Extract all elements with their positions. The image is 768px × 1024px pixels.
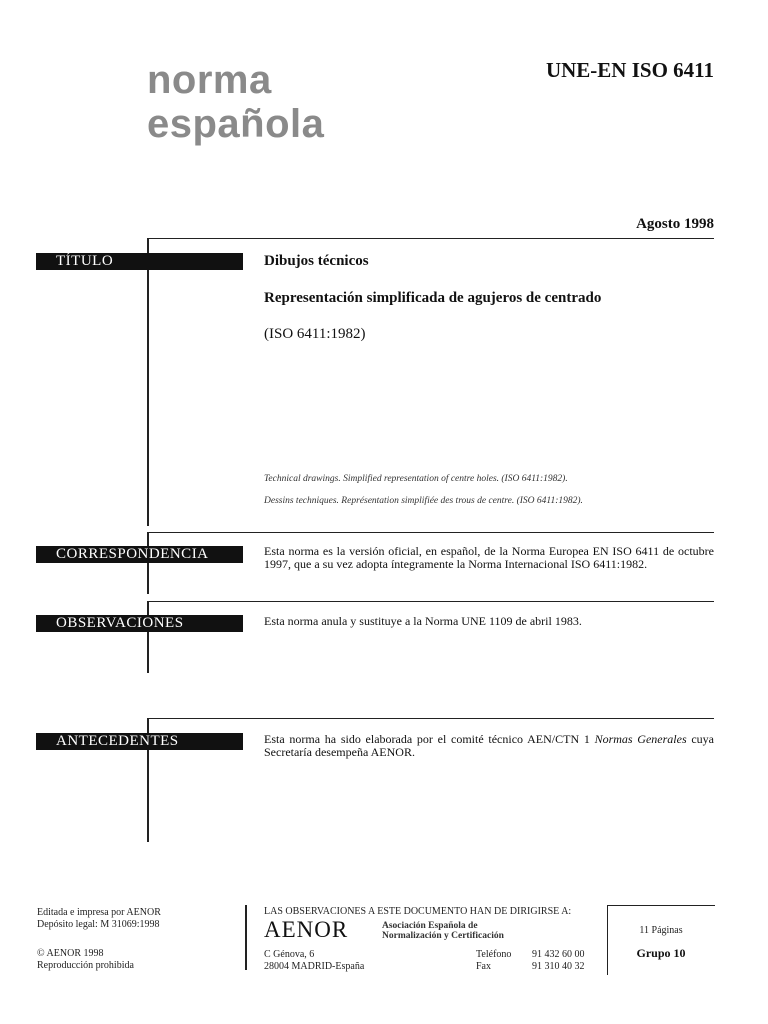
standard-code: UNE-EN ISO 6411 xyxy=(545,58,714,82)
copyright: © AENOR 1998 xyxy=(37,948,104,959)
title-french: Dessins techniques. Représentation simplifiée des trous de centre. (ISO 6411:1982). xyxy=(264,496,583,506)
vertical-rule-titulo xyxy=(147,238,149,526)
section-label-antecedentes: ANTECEDENTES xyxy=(36,733,243,750)
contact-values xyxy=(532,949,585,973)
footer-publisher xyxy=(37,907,161,931)
contact-heading: LAS OBSERVACIONES A ESTE DOCUMENTO HAN DE DIRIGIRSE A: xyxy=(264,906,572,917)
legal-deposit: Depósito legal: M 31069:1998 xyxy=(37,919,160,930)
fax-label: Fax xyxy=(476,961,491,972)
brand-line-1: norma xyxy=(147,58,272,102)
address-street: C Génova, 6 xyxy=(264,949,315,960)
edited-by: Editada e impresa por AENOR xyxy=(37,907,161,918)
antecedentes-text-end: cuya Secretaría desempeña AENOR. xyxy=(264,732,715,759)
divider-correspondencia xyxy=(147,532,714,533)
section-label-titulo: TÍTULO xyxy=(36,253,243,270)
contact-labels xyxy=(476,949,511,973)
brand-line-2: española xyxy=(147,102,325,146)
vertical-rule-correspondencia xyxy=(147,532,149,594)
antecedentes-text-start: Esta norma ha sido elaborada por el comité técnico AEN/CTN 1 xyxy=(264,732,595,746)
document-title: Dibujos técnicos xyxy=(264,253,369,269)
org-address xyxy=(264,949,364,973)
observaciones-text: Esta norma anula y sustituye a la Norma UNE 1109 de abril 1983. xyxy=(264,614,582,628)
phone-number: 91 432 60 00 xyxy=(532,949,585,960)
committee-name: Normas Generales xyxy=(594,732,687,746)
title-english: Technical drawings. Simplified representation of centre holes. (ISO 6411:1982). xyxy=(264,474,568,484)
brand-title xyxy=(147,58,324,146)
footer-divider-left xyxy=(245,905,247,970)
antecedentes-text xyxy=(264,733,714,759)
section-label-observaciones: OBSERVACIONES xyxy=(36,615,243,632)
section-label-correspondencia: CORRESPONDENCIA xyxy=(36,546,243,563)
divider-observaciones xyxy=(147,601,714,602)
divider-titulo xyxy=(147,238,714,239)
publication-date: Agosto 1998 xyxy=(636,216,714,232)
document-subtitle: Representación simplificada de agujeros de centrado xyxy=(264,290,602,306)
footer-copyright xyxy=(37,948,134,972)
org-name-line-1: Asociación Española de xyxy=(382,921,478,931)
org-name xyxy=(382,921,504,941)
iso-reference: (ISO 6411:1982) xyxy=(264,326,366,342)
divider-antecedentes xyxy=(147,718,714,719)
org-name-line-2: Normalización y Certificación xyxy=(382,931,504,941)
pages-group-box xyxy=(607,905,715,975)
phone-label: Teléfono xyxy=(476,949,512,960)
correspondencia-text: Esta norma es la versión oficial, en español, de la Norma Europea EN ISO 6411 de octubre 1997, que a su vez adopta íntegramente la Norma Internacional ISO 6411:1982. xyxy=(264,544,714,571)
price-group: Grupo 10 xyxy=(636,946,686,960)
address-city: 28004 MADRID-España xyxy=(264,961,365,972)
vertical-rule-observaciones xyxy=(147,601,149,673)
reproduction-notice: Reproducción prohibida xyxy=(37,960,134,971)
page-count: 11 Páginas xyxy=(639,925,683,936)
aenor-logo: AENOR xyxy=(264,917,349,942)
fax-number: 91 310 40 32 xyxy=(532,961,585,972)
